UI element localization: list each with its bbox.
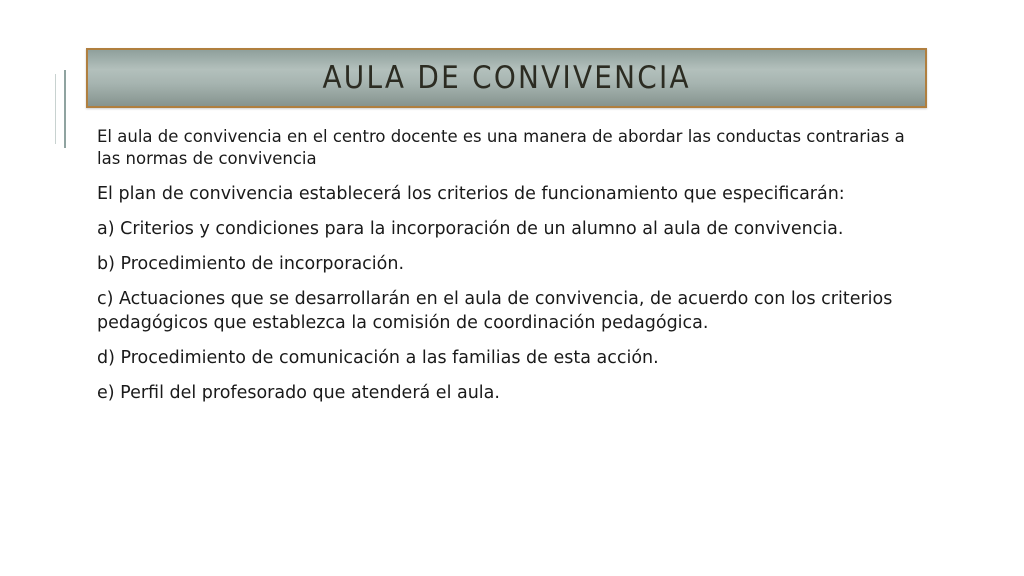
body-item-e: e) Perfil del profesorado que atenderá el aula.	[97, 383, 500, 403]
body-item-a: a) Criterios y condiciones para la incorporación de un alumno al aula de convivencia.	[97, 219, 844, 239]
decorative-accent-line-inner	[55, 74, 56, 144]
title-bar	[86, 48, 927, 108]
decorative-accent-line	[64, 70, 66, 148]
body-item-c: c) Actuaciones que se desarrollarán en el aula de convivencia, de acuerdo con los criterios pedagógicos que establezca la comisión de coordinación pedagógica.	[97, 289, 893, 333]
slide-title: AULA DE CONVIVENCIA	[322, 60, 691, 96]
slide-body	[97, 126, 917, 416]
body-paragraph-plan: El plan de convivencia establecerá los criterios de funcionamiento que especificarán:	[97, 184, 845, 204]
body-item-b: b) Procedimiento de incorporación.	[97, 254, 405, 274]
body-item-d: d) Procedimiento de comunicación a las familias de esta acción.	[97, 348, 659, 368]
body-paragraph-intro: El aula de convivencia en el centro docente es una manera de abordar las conductas contrarias a las normas de convivencia	[97, 127, 905, 168]
